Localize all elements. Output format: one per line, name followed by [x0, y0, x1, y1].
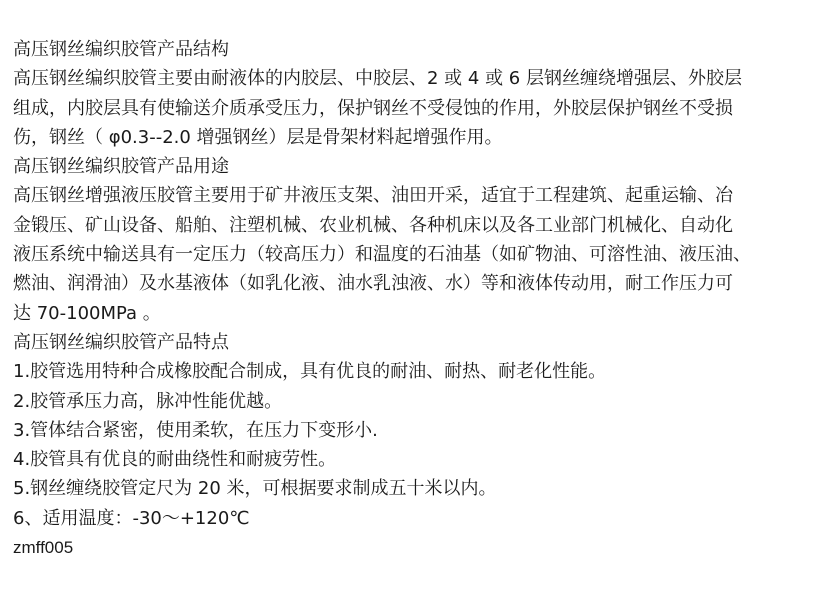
paragraph-line: 组成，内胶层具有使输送介质承受压力，保护钢丝不受侵蚀的作用，外胶层保护钢丝不受损 — [13, 97, 733, 119]
section-heading-structure: 高压钢丝编织胶管产品结构 — [13, 39, 229, 60]
section-heading-usage: 高压钢丝编织胶管产品用途 — [13, 156, 229, 178]
paragraph-line: 高压钢丝增强液压胶管主要用于矿井液压支架、油田开采，适宜于工程建筑、起重运输、冶 — [13, 185, 733, 207]
product-code: zmff005 — [13, 538, 74, 558]
paragraph-line: 液压系统中输送具有一定压力（较高压力）和温度的石油基（如矿物油、可溶性油、液压油、 — [13, 244, 751, 266]
paragraph-line: 达 70-100MPa 。 — [13, 302, 161, 324]
paragraph-line: 燃油、润滑油）及水基液体（如乳化液、油水乳浊液、水）等和液体传动用，耐工作压力可 — [13, 273, 733, 295]
section-heading-features: 高压钢丝编织胶管产品特点 — [13, 331, 229, 353]
feature-item: 5.钢丝缠绕胶管定尺为 20 米，可根据要求制成五十米以内。 — [13, 478, 497, 500]
paragraph-line: 伤，钢丝（ φ0.3--2.0 增强钢丝）层是骨架材料起增强作用。 — [13, 126, 503, 148]
paragraph-line: 金锻压、矿山设备、船舶、注塑机械、农业机械、各种机床以及各工业部门机械化、自动化 — [13, 214, 733, 236]
feature-item: 3.管体结合紧密，使用柔软，在压力下变形小. — [13, 419, 378, 441]
feature-item: 2.胶管承压力高，脉冲性能优越。 — [13, 390, 283, 412]
feature-item: 6、适用温度：-30～+120℃ — [13, 507, 250, 529]
feature-item: 4.胶管具有优良的耐曲绕性和耐疲劳性。 — [13, 449, 337, 471]
document-body — [13, 35, 819, 562]
feature-item: 1.胶管选用特种合成橡胶配合制成，具有优良的耐油、耐热、耐老化性能。 — [13, 361, 607, 383]
paragraph-line: 高压钢丝编织胶管主要由耐液体的内胶层、中胶层、2 或 4 或 6 层钢丝缠绕增强层、外胶层 — [13, 68, 742, 90]
